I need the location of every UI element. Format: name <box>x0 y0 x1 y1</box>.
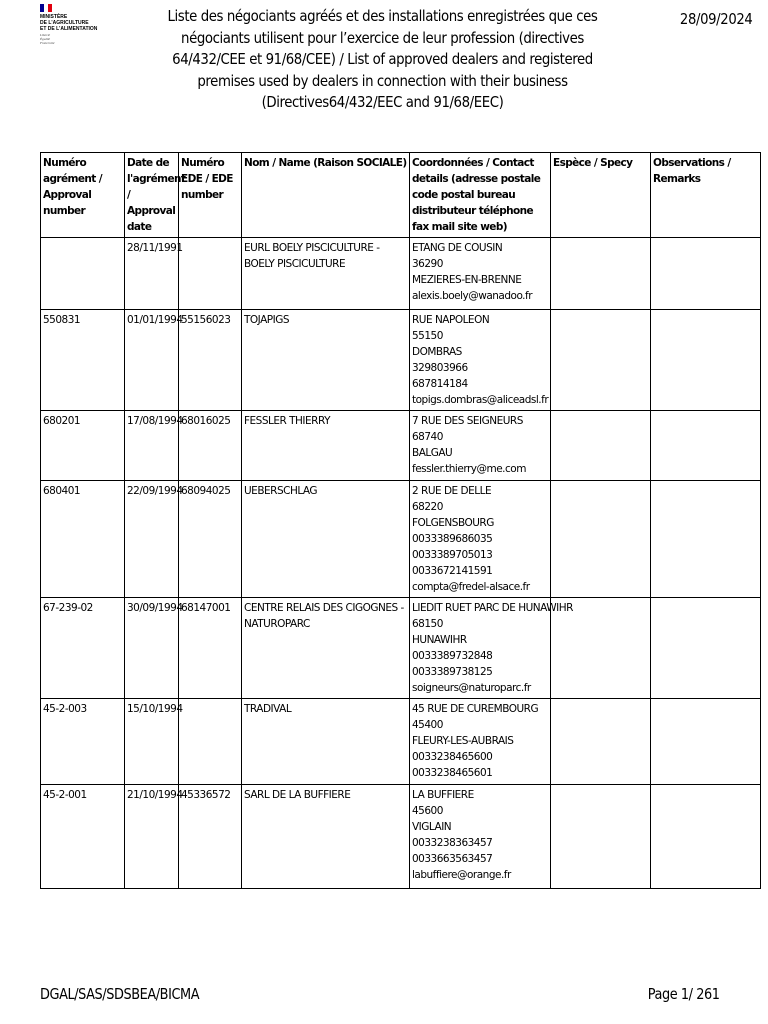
contact-line: 45400 <box>412 719 443 731</box>
cell-contact <box>410 481 551 598</box>
table-row <box>41 481 761 598</box>
contact-line: 55150 <box>412 330 443 342</box>
ministry-logo <box>40 4 100 45</box>
contact-line: compta@fredel-alsace.fr <box>412 581 530 593</box>
contact-line: VIGLAIN <box>412 821 452 833</box>
cell-approval-date: 15/10/1994 <box>125 699 179 785</box>
contact-line: 45600 <box>412 805 443 817</box>
cell-contact <box>410 411 551 481</box>
contact-line: 0033238465600 <box>412 751 493 763</box>
cell-contact <box>410 785 551 889</box>
cell-remarks <box>651 411 761 481</box>
cell-species <box>551 699 651 785</box>
header-approval-number: Numéro agrément / Approval number <box>41 153 125 238</box>
contact-line: HUNAWIHR <box>412 634 467 646</box>
cell-approval-date: 21/10/1994 <box>125 785 179 889</box>
contact-line: fessler.thierry@me.com <box>412 463 526 475</box>
contact-line: 2 RUE DE DELLE <box>412 485 492 497</box>
cell-name: UEBERSCHLAG <box>242 481 410 598</box>
header-name: Nom / Name (Raison SOCIALE) <box>242 153 410 238</box>
contact-line: MEZIERES-EN-BRENNE <box>412 274 522 286</box>
header-contact: Coordonnées / Contact details (adresse postale code postal bureau distributeur téléphone fax mail site web) <box>410 153 551 238</box>
flag-red-stripe <box>48 4 52 12</box>
page-number: Page 1/ 261 <box>648 985 720 1003</box>
french-flag-icon <box>40 4 52 12</box>
contact-line: labuffiere@orange.fr <box>412 869 511 881</box>
table-row <box>41 785 761 889</box>
cell-name: TOJAPIGS <box>242 310 410 411</box>
cell-approval-date: 01/01/1994 <box>125 310 179 411</box>
contact-line: DOMBRAS <box>412 346 462 358</box>
contact-line: 0033663563457 <box>412 853 493 865</box>
document-date: 28/09/2024 <box>679 10 752 28</box>
contact-line: 0033238363457 <box>412 837 493 849</box>
cell-remarks <box>651 481 761 598</box>
contact-line: FOLGENSBOURG <box>412 517 494 529</box>
contact-line: 687814184 <box>412 378 468 390</box>
cell-approval-number: 680201 <box>41 411 125 481</box>
contact-line: 68740 <box>412 431 443 443</box>
cell-species <box>551 238 651 310</box>
table-row <box>41 310 761 411</box>
cell-approval-date: 17/08/1994 <box>125 411 179 481</box>
contact-line: alexis.boely@wanadoo.fr <box>412 290 533 302</box>
header-approval-date: Date de l'agrément / Approval date <box>125 153 179 238</box>
cell-name: SARL DE LA BUFFIERE <box>242 785 410 889</box>
ministry-name: MINISTÈRE DE L'AGRICULTURE ET DE L'ALIMENTATION <box>40 14 98 32</box>
cell-approval-date: 22/09/1994 <box>125 481 179 598</box>
cell-species <box>551 310 651 411</box>
contact-line: ETANG DE COUSIN <box>412 242 503 254</box>
cell-name: CENTRE RELAIS DES CIGOGNES - NATUROPARC <box>242 598 410 699</box>
cell-approval-number <box>41 238 125 310</box>
contact-line: 0033389732848 <box>412 650 493 662</box>
cell-remarks <box>651 238 761 310</box>
cell-contact <box>410 310 551 411</box>
cell-remarks <box>651 310 761 411</box>
cell-ede-number: 68016025 <box>179 411 242 481</box>
table-header-row <box>41 153 761 238</box>
cell-contact <box>410 238 551 310</box>
cell-approval-number: 67-239-02 <box>41 598 125 699</box>
cell-approval-number: 680401 <box>41 481 125 598</box>
cell-ede-number <box>179 238 242 310</box>
contact-line: 329803966 <box>412 362 468 374</box>
table-row <box>41 238 761 310</box>
dealers-table <box>40 152 761 889</box>
table-row <box>41 699 761 785</box>
header-species: Espèce / Specy <box>551 153 651 238</box>
contact-line: 0033238465601 <box>412 767 493 779</box>
cell-name: TRADIVAL <box>242 699 410 785</box>
contact-line: 45 RUE DE CUREMBOURG <box>412 703 539 715</box>
contact-line: 7 RUE DES SEIGNEURS <box>412 415 523 427</box>
cell-species <box>551 785 651 889</box>
cell-ede-number: 68094025 <box>179 481 242 598</box>
contact-line: 0033389705013 <box>412 549 493 561</box>
cell-species <box>551 411 651 481</box>
document-title: Liste des négociants agréés et des installations enregistrées que ces négociants utilisent pour l’exercice de leur profession (directives 64/432/CEE et 91/68/CEE) / List of approved dealers and registered premises used by dealers in connection with their business (Directives64/432/EEC and 91/68/EEC) <box>167 7 598 111</box>
cell-ede-number: 45336572 <box>179 785 242 889</box>
cell-remarks <box>651 699 761 785</box>
cell-approval-date: 28/11/1991 <box>125 238 179 310</box>
cell-remarks <box>651 785 761 889</box>
contact-line: 68150 <box>412 618 443 630</box>
contact-line: 68220 <box>412 501 443 513</box>
contact-line: RUE NAPOLEON <box>412 314 490 326</box>
contact-line: soigneurs@naturoparc.fr <box>412 682 531 694</box>
cell-name: EURL BOELY PISCICULTURE - BOELY PISCICULTURE <box>242 238 410 310</box>
cell-remarks <box>651 598 761 699</box>
contact-line: BALGAU <box>412 447 453 459</box>
cell-species <box>551 481 651 598</box>
table-row <box>41 411 761 481</box>
contact-line: 0033389738125 <box>412 666 493 678</box>
cell-contact <box>410 699 551 785</box>
republic-motto: Liberté Égalité Fraternité <box>40 33 55 45</box>
header-ede-number: Numéro EDE / EDE number <box>179 153 242 238</box>
contact-line: FLEURY-LES-AUBRAIS <box>412 735 514 747</box>
cell-approval-number: 550831 <box>41 310 125 411</box>
cell-approval-date: 30/09/1994 <box>125 598 179 699</box>
cell-ede-number: 55156023 <box>179 310 242 411</box>
header-remarks: Observations / Remarks <box>651 153 761 238</box>
contact-line: 0033389686035 <box>412 533 493 545</box>
footer-department: DGAL/SAS/SDSBEA/BICMA <box>40 985 200 1003</box>
contact-line: topigs.dombras@aliceadsl.fr <box>412 394 549 406</box>
contact-line: 36290 <box>412 258 443 270</box>
cell-ede-number <box>179 699 242 785</box>
cell-approval-number: 45-2-003 <box>41 699 125 785</box>
contact-line: LA BUFFIERE <box>412 789 474 801</box>
cell-name: FESSLER THIERRY <box>242 411 410 481</box>
contact-line: LIEDIT RUET PARC DE HUNAWIHR <box>412 602 573 614</box>
cell-approval-number: 45-2-001 <box>41 785 125 889</box>
contact-line: 0033672141591 <box>412 565 493 577</box>
cell-contact <box>410 598 573 699</box>
cell-ede-number: 68147001 <box>179 598 242 699</box>
table-row <box>41 598 761 699</box>
